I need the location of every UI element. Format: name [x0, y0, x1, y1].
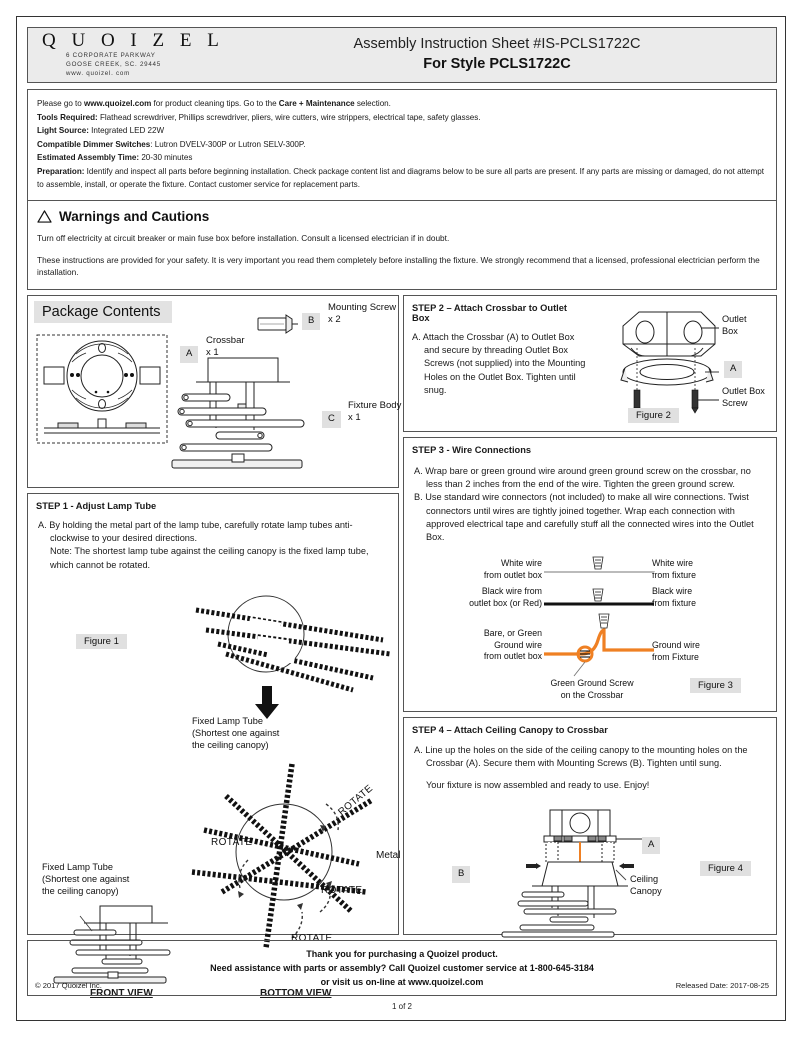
ceiling-canopy-label: Ceiling Canopy	[630, 874, 662, 897]
figure-1-tag: Figure 1	[76, 634, 127, 649]
mounting-screw-illustration	[256, 313, 300, 335]
step2-part-tag-a-group	[724, 358, 742, 377]
part-c-name: Fixture Body	[348, 400, 402, 412]
bottom-view-label: BOTTOM VIEW	[260, 988, 332, 1000]
outlet-box-screw-label: Outlet Box Screw	[722, 386, 765, 409]
step-4-heading: STEP 4 – Attach Ceiling Canopy to Crossbar	[412, 725, 608, 736]
warnings-section	[27, 201, 777, 291]
intro-section	[27, 89, 777, 201]
address-line-2: GOOSE CREEK, SC. 29445	[66, 60, 161, 68]
step2-part-tag-a: A	[724, 361, 742, 377]
wire-connectors-illustration	[544, 556, 654, 676]
rotate-label-2: ROTATE	[211, 837, 253, 849]
outlet-box-label: Outlet Box	[722, 314, 747, 337]
warnings-heading: Warnings and Cautions	[59, 208, 210, 224]
step-2-item-a: A. Attach the Crossbar (A) to Outlet Box and secure by threading Outlet Box Screws (not supplied) into the Mounting Holes on the Outlet Box. Tighten until snug.	[412, 332, 586, 395]
dimmer-switches-line: Compatible Dimmer Switches: Lutron DVELV-300P or Lutron SELV-300P.	[37, 139, 306, 149]
part-b-name: Mounting Screw	[328, 302, 397, 314]
address-line-1: 6 CORPORATE PARKWAY	[66, 51, 156, 59]
part-tag-a: A	[180, 346, 198, 362]
right-column	[403, 295, 777, 935]
fixed-lamp-tube-label-bottom: Fixed Lamp Tube (Shortest one against the ceiling canopy)	[42, 862, 130, 897]
outlet-box-illustration	[609, 304, 719, 414]
step-1-heading: STEP 1 - Adjust Lamp Tube	[36, 501, 157, 512]
warning-paragraph-1: Turn off electricity at circuit breaker or main fuse box before installation. Consult a licensed electrician if in doubt.	[37, 232, 450, 243]
fixed-lamp-tube-label-top: Fixed Lamp Tube (Shortest one against the ceiling canopy)	[192, 716, 280, 751]
front-view-label: FRONT VIEW	[90, 988, 153, 1000]
part-a-qty: x 1	[206, 347, 219, 359]
step4-part-tag-b-group	[452, 863, 470, 882]
ceiling-canopy-assembly-illustration	[492, 808, 667, 936]
preparation-line: Preparation: Identify and inspect all parts before beginning installation. Check package content list and diagrams below to be sure all parts are present. If any parts are missing or damaged, do not attempt to assemble, install, or operate the fixture. Contact customer service for replacement parts.	[37, 167, 764, 190]
brand-name: Q U O I Z E L	[42, 30, 225, 52]
part-tag-c: C	[322, 411, 341, 427]
step-1-note: Note: The shortest lamp tube against the ceiling canopy is the fixed lamp tube, which cannot be rotated.	[50, 546, 369, 570]
part-c-qty: x 1	[348, 412, 361, 424]
part-tag-b: B	[302, 313, 320, 329]
package-contents-panel	[27, 295, 402, 488]
footer-website: or visit us on-line at www.quoizel.com	[320, 976, 484, 987]
figure-2-tag: Figure 2	[628, 408, 679, 423]
brand-website: www. quoizel. com	[66, 69, 130, 77]
rotate-label-1: ROTATE	[336, 783, 376, 819]
step4-part-tag-b: B	[452, 866, 470, 882]
released-date: Released Date: 2017-08-25	[675, 981, 769, 991]
warning-paragraph-2: These instructions are provided for your safety. It is very important you read them completely before installing the fixture. We strongly recommend that a licensed, professional electrician perform the installation.	[37, 254, 760, 278]
lamp-tubes-top-illustration	[178, 582, 393, 692]
part-a-name: Crossbar	[206, 335, 245, 347]
part-b-qty: x 2	[328, 314, 341, 326]
document-title-group	[258, 35, 776, 74]
page-number: 1 of 2	[391, 1002, 412, 1012]
step-4-item-a: A. Line up the holes on the side of the ceiling canopy to the mounting holes on the Crossbar (A). Secure them with Mounting Screws (B). Tighten until sung.	[414, 745, 748, 769]
step-3-item-a: A. Wrap bare or green ground wire around green ground screw on the crossbar, no less than 2 inches from the end of the wire. Tighten the green ground screw.	[414, 466, 751, 490]
document-subtitle: For Style PCLS1722C	[423, 56, 571, 72]
brand-logo	[28, 31, 258, 79]
down-arrow-icon	[254, 686, 280, 720]
step-1-item-a: A. By holding the metal part of the lamp tube, carefully rotate lamp tubes anti-clockwise to your desired directions.	[38, 520, 353, 544]
step-3-heading: STEP 3 - Wire Connections	[412, 445, 532, 456]
figure-4-tag: Figure 4	[700, 861, 751, 876]
white-wire-right-label: White wire from fixture	[652, 558, 696, 580]
package-contents-title: Package Contents	[34, 301, 172, 323]
fixture-body-illustration	[168, 356, 318, 481]
step-2-panel	[403, 295, 777, 432]
document-footer	[27, 940, 777, 996]
step-4-panel	[403, 717, 777, 935]
light-source-line: Light Source: Integrated LED 22W	[37, 126, 165, 136]
document-title: Assembly Instruction Sheet #IS-PCLS1722C	[353, 36, 641, 53]
quoizel-url: www.quoizel.com	[84, 99, 152, 108]
step4-part-tag-a-group	[642, 834, 660, 853]
tools-required-line: Tools Required: Flathead screwdriver, Phillips screwdriver, pliers, wire cutters, wire strippers, electrical tape, safety glasses.	[37, 112, 481, 122]
footer-thankyou: Thank you for purchasing a Quoizel product.	[306, 949, 498, 960]
ground-wire-left-label: Bare, or Green Ground wire from outlet box	[483, 628, 542, 662]
part-c-label-group	[322, 400, 402, 427]
step-4-item-b: Your fixture is now assembled and ready to use. Enjoy!	[426, 780, 650, 791]
warnings-heading-row	[37, 209, 767, 224]
step-2-heading: STEP 2 – Attach Crossbar to Outlet Box	[412, 303, 568, 324]
step4-part-tag-a: A	[642, 837, 660, 853]
white-wire-left-label: White wire from outlet box	[483, 558, 542, 580]
footer-assistance: Need assistance with parts or assembly? Call Quoizel customer service at 1-800-645-3184	[210, 963, 594, 974]
wiring-diagram	[404, 556, 776, 711]
ground-wire-right-label: Ground wire from Fixture	[652, 640, 700, 662]
figure-3-tag: Figure 3	[690, 678, 741, 693]
crossbar-illustration	[36, 334, 168, 444]
warning-triangle-icon	[37, 210, 52, 223]
black-wire-right-label: Black wire from fixture	[652, 586, 696, 608]
copyright-notice: © 2017 Quoizel Inc.	[35, 981, 102, 991]
step-3-panel	[403, 437, 777, 712]
metal-label: Metal	[376, 850, 401, 862]
assembly-time-line: Estimated Assembly Time: 20-30 minutes	[37, 153, 193, 163]
cleaning-tips-line: Please go to www.quoizel.com for product cleaning tips. Go to the Care + Maintenance selection.	[37, 99, 391, 108]
step-3-item-b: B. Use standard wire connectors (not included) to make all wire connections. Twist connectors until wires are tightly joined together. Wrap each connection with approved electrical tape and carefully stuff all the connected wires into the Outlet Box.	[414, 492, 754, 542]
rotate-label-3: ROTATE	[321, 885, 363, 897]
document-header	[27, 27, 777, 83]
green-ground-screw-label: Green Ground Screw on the Crossbar	[550, 678, 634, 700]
part-b-label-group	[302, 302, 397, 329]
instruction-sheet-page	[16, 16, 786, 1021]
brand-address	[42, 52, 258, 79]
rotate-label-4: ROTATE	[291, 933, 333, 945]
black-wire-left-label: Black wire from outlet box (or Red)	[469, 586, 542, 608]
